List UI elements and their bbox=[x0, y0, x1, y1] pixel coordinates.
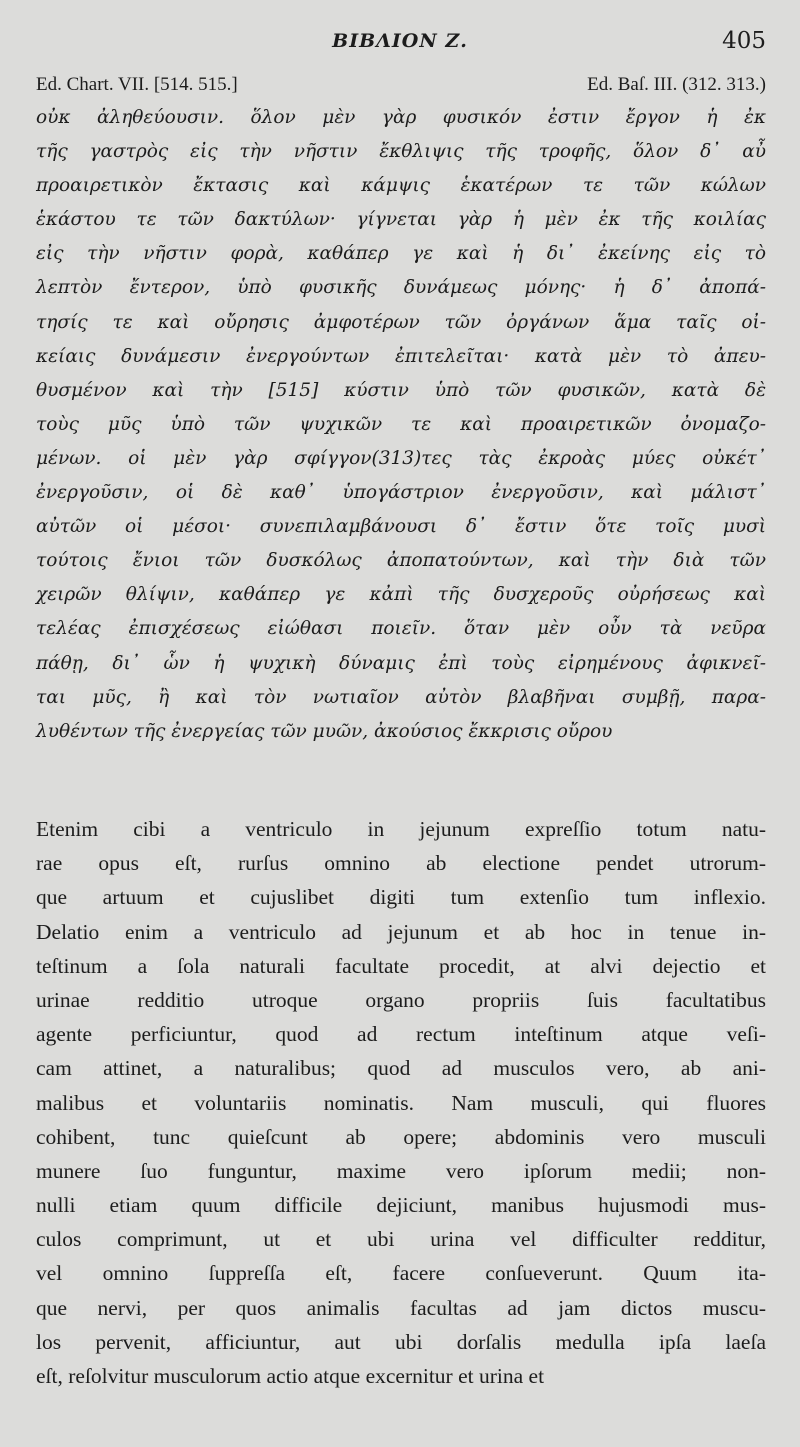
greek-text-line: ται μῦς, ἢ καὶ τὸν νωτιαῖον αὐτὸν βλαβῆναι συμβῇ, παρα- bbox=[36, 686, 766, 708]
latin-text-line: munere ſuo funguntur, maxime vero ipſorum medii; non- bbox=[36, 1158, 766, 1183]
greek-text-line: ἐνεργοῦσιν, οἱ δὲ καθ᾽ ὑπογάστριον ἐνεργοῦσιν, καὶ μάλιστ᾽ bbox=[36, 482, 766, 504]
latin-text-line: nulli etiam quum difficile dejiciunt, manibus hujusmodi mus- bbox=[36, 1193, 766, 1218]
page-number: 405 bbox=[722, 28, 766, 54]
greek-text-line: τοὺς μῦς ὑπὸ τῶν ψυχικῶν τε καὶ προαιρετικῶν ὀνομαζο- bbox=[36, 413, 766, 435]
greek-text-line: τούτοις ἔνιοι τῶν δυσκόλως ἀποπατούντων, καὶ τὴν διὰ τῶν bbox=[36, 550, 766, 572]
greek-text-line: τησίς τε καὶ οὔρησις ἀμφοτέρων τῶν ὀργάνων ἅμα ταῖς οἰ- bbox=[36, 311, 766, 333]
latin-text-line: cohibent, tunc quieſcunt ab opere; abdominis vero musculi bbox=[36, 1124, 766, 1149]
latin-text-line: vel omnino ſuppreſſa eſt, facere conſueverunt. Quum ita- bbox=[36, 1261, 766, 1286]
greek-text-line: προαιρετικὸν ἔκτασις καὶ κάμψις ἑκατέρων τε τῶν κώλων bbox=[36, 175, 766, 197]
latin-text-line: cam attinet, a naturalibus; quod ad musculos vero, ab ani- bbox=[36, 1056, 766, 1081]
greek-text-line: τελέας ἐπισχέσεως εἰώθασι ποιεῖν. ὅταν μὲν οὖν τὰ νεῦρα bbox=[36, 618, 766, 640]
greek-text-line: πάθῃ, δι᾽ ὧν ἡ ψυχικὴ δύναμις ἐπὶ τοὺς εἰρημένους ἀφικνεῖ- bbox=[36, 652, 766, 674]
greek-text-line: αὐτῶν οἱ μέσοι· συνεπιλαμβάνουσι δ᾽ ἔστιν ὅτε τοῖς μυσὶ bbox=[36, 516, 766, 538]
greek-text-line: ἑκάστου τε τῶν δακτύλων· γίγνεται γὰρ ἡ μὲν ἐκ τῆς κοιλίας bbox=[36, 209, 766, 231]
latin-text-line: rae opus eſt, rurſus omnino ab electione pendet utrorum- bbox=[36, 851, 766, 876]
greek-text-line: τῆς γαστρὸς εἰς τὴν νῆστιν ἔκθλιψις τῆς τροφῆς, ὅλον δ᾽ αὖ bbox=[36, 141, 766, 163]
greek-text-line: εἰς τὴν νῆστιν φορὰ, καθάπερ γε καὶ ἡ δι᾽ ἐκείνης εἰς τὸ bbox=[36, 243, 766, 265]
latin-text-line: Etenim cibi a ventriculo in jejunum expreſſio totum natu- bbox=[36, 817, 766, 841]
latin-text-line: agente perficiuntur, quod ad rectum inteſtinum atque veſi- bbox=[36, 1022, 766, 1047]
latin-text-line: culos comprimunt, ut et ubi urina vel difficulter redditur, bbox=[36, 1227, 766, 1252]
edition-chartier: Ed. Chart. VII. [514. 515.] bbox=[36, 74, 238, 95]
greek-text-line: θυσμένον καὶ τὴν [515] κύστιν ὑπὸ τῶν φυσικῶν, κατὰ δὲ bbox=[36, 379, 766, 401]
greek-text-line: μένων. οἱ μὲν γὰρ σφίγγον(313)τες τὰς ἐκροὰς μύες οὐκέτ᾽ bbox=[36, 447, 766, 469]
latin-text bbox=[36, 812, 766, 1393]
edition-basel: Ed. Baſ. III. (312. 313.) bbox=[587, 74, 766, 95]
latin-text-line: Delatio enim a ventriculo ad jejunum et ab hoc in tenue in- bbox=[36, 919, 766, 944]
greek-text-line: λυθέντων τῆς ἐνεργείας τῶν μυῶν, ἀκούσιος ἔκκρισις οὔρου bbox=[36, 720, 613, 742]
latin-text-line: eſt, reſolvitur musculorum actio atque excernitur et urina et bbox=[36, 1364, 545, 1388]
greek-text-line: λεπτὸν ἔντερον, ὑπὸ φυσικῆς δυνάμεως μόνης· ἡ δ᾽ ἀποπά- bbox=[36, 277, 766, 299]
running-title: BIBΛΙΟΝ Ζ. bbox=[332, 30, 468, 52]
greek-text bbox=[36, 101, 766, 749]
greek-text-line: οὐκ ἀληθεύουσιν. ὅλον μὲν γὰρ φυσικόν ἐστιν ἔργον ἡ ἐκ bbox=[36, 107, 766, 128]
latin-text-line: teſtinum a ſola naturali facultate procedit, at alvi dejectio et bbox=[36, 953, 766, 978]
running-head bbox=[0, 28, 800, 60]
greek-text-line: χειρῶν θλίψιν, καθάπερ γε κἀπὶ τῆς δυσχεροῦς οὐρήσεως καὶ bbox=[36, 584, 766, 606]
latin-text-line: urinae redditio utroque organo propriis ſuis facultatibus bbox=[36, 987, 766, 1012]
latin-text-line: que nervi, per quos animalis facultas ad jam dictos muscu- bbox=[36, 1295, 766, 1320]
latin-text-line: malibus et voluntariis nominatis. Nam musculi, qui fluores bbox=[36, 1090, 766, 1115]
latin-text-line: que artuum et cujuslibet digiti tum extenſio tum inflexio. bbox=[36, 885, 766, 910]
latin-text-line: los pervenit, afficiuntur, aut ubi dorſalis medulla ipſa laeſa bbox=[36, 1329, 766, 1354]
greek-text-line: κείαις δυνάμεσιν ἐνεργούντων ἐπιτελεῖται· κατὰ μὲν τὸ ἀπευ- bbox=[36, 345, 766, 367]
edition-line bbox=[36, 74, 766, 100]
